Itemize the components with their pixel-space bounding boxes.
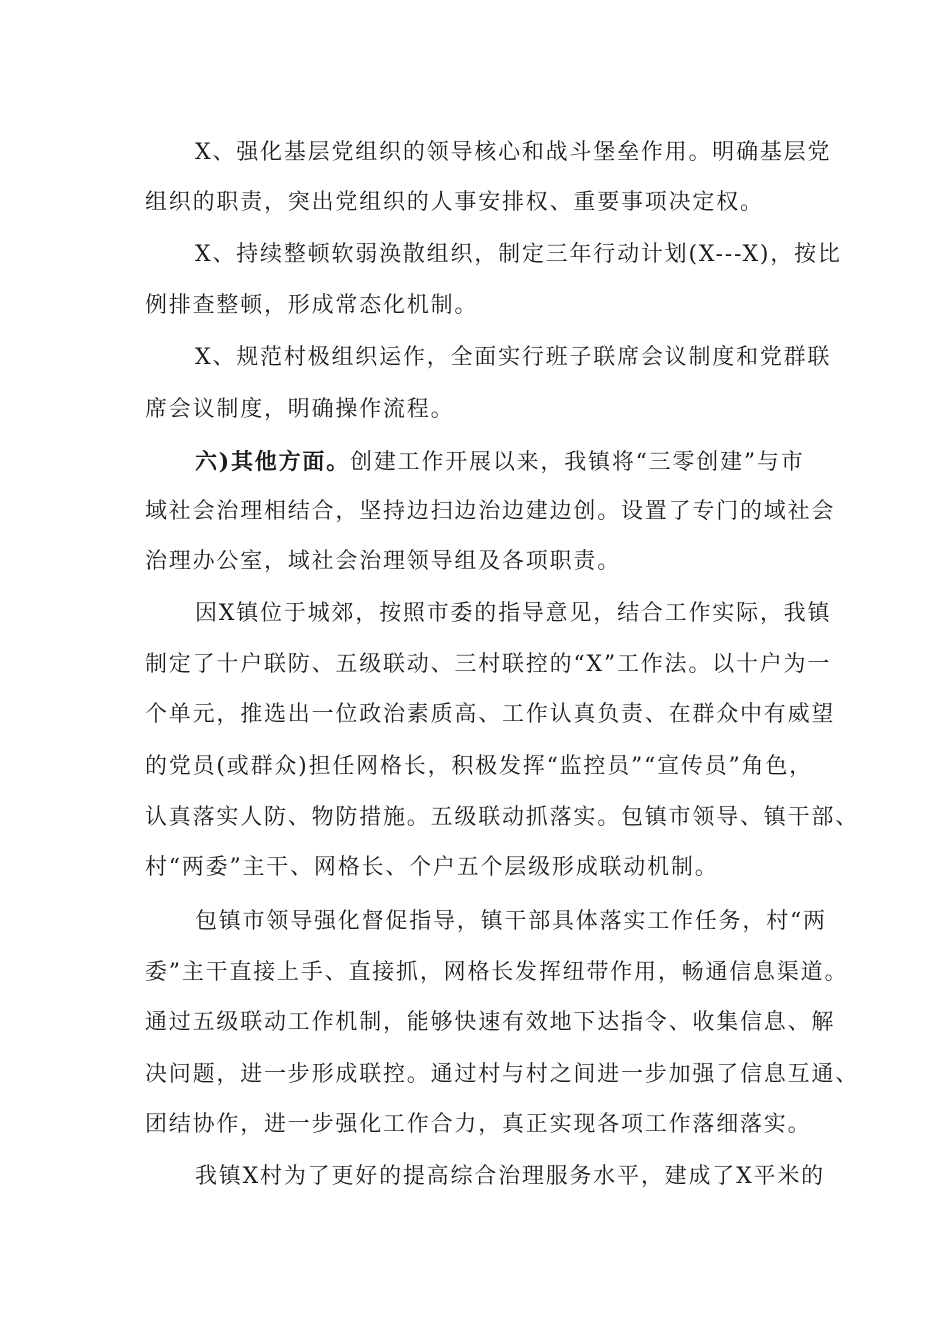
paragraph-4-line-3: 治理办公室，域社会治理领导组及各项职责。: [145, 549, 622, 574]
paragraph-7-line-1: 我镇X村为了更好的提高综合治理服务水平，建成了X平米的: [195, 1164, 825, 1189]
paragraph-5-line-2: 制定了十户联防、五级联动、三村联控的“X”工作法。以十户为一: [145, 652, 832, 677]
paragraph-4-line-2: 域社会治理相结合，坚持边扫边治边建边创。设置了专门的域社会: [145, 499, 836, 524]
paragraph-4-line-1-text: 创建工作开展以来，我镇将“三零创建”与市: [350, 450, 805, 475]
paragraph-5-line-1: 因X镇位于城郊，按照市委的指导意见，结合工作实际，我镇: [195, 601, 832, 626]
paragraph-5-line-5: 认真落实人防、物防措施。五级联动抓落实。包镇市领导、镇干部、: [145, 805, 860, 830]
paragraph-6-line-5: 团结协作，进一步强化工作合力，真正实现各项工作落细落实。: [145, 1112, 812, 1137]
paragraph-6-line-1: 包镇市领导强化督促指导，镇干部具体落实工作任务，村“两: [195, 909, 827, 934]
paragraph-5-line-6: 村“两委”主干、网格长、个户五个层级形成联动机制。: [145, 855, 719, 880]
section-heading: 六)其他方面。: [195, 449, 351, 475]
paragraph-6-line-3: 通过五级联动工作机制，能够快速有效地下达指令、收集信息、解: [145, 1010, 836, 1035]
paragraph-6-line-2: 委”主干直接上手、直接抓，网格长发挥纽带作用，畅通信息渠道。: [145, 960, 849, 985]
paragraph-2-line-1: X、持续整顿软弱涣散组织，制定三年行动计划(X---X)，按比: [195, 242, 842, 267]
paragraph-1-line-2: 组织的职责，突出党组织的人事安排权、重要事项决定权。: [145, 190, 764, 215]
paragraph-2-line-2: 例排查整顿，形成常态化机制。: [145, 293, 479, 318]
paragraph-6-line-4: 决问题，进一步形成联控。通过村与村之间进一步加强了信息互通、: [145, 1062, 860, 1087]
paragraph-4-line-1: [195, 447, 825, 478]
paragraph-1-line-1: X、强化基层党组织的领导核心和战斗堡垒作用。明确基层党: [195, 140, 832, 165]
paragraph-3-line-2: 席会议制度，明确操作流程。: [145, 397, 455, 422]
paragraph-5-line-3: 个单元，推选出一位政治素质高、工作认真负责、在群众中有威望: [145, 702, 836, 727]
paragraph-3-line-1: X、规范村极组织运作，全面实行班子联席会议制度和党群联: [195, 345, 832, 370]
paragraph-5-line-4: 的党员(或群众)担任网格长，积极发挥“监控员”“宣传员”角色，: [145, 754, 813, 779]
